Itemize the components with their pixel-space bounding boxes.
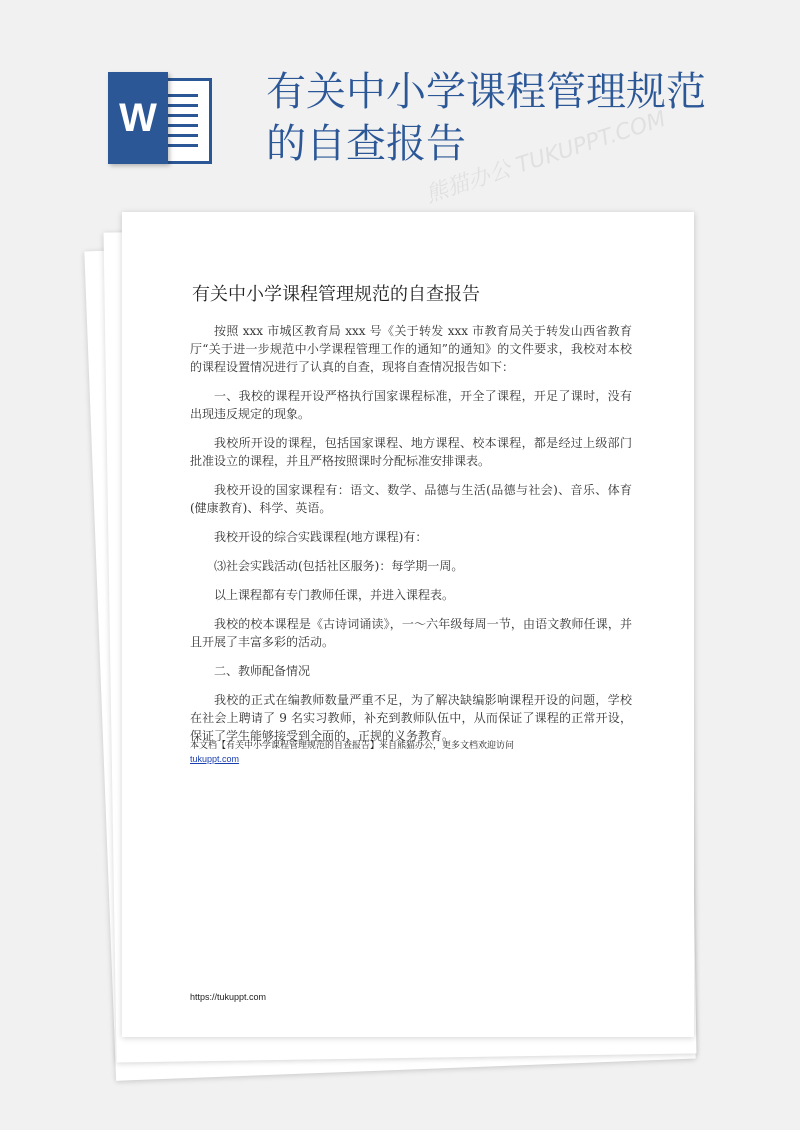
document-title: 有关中小学课程管理规范的自查报告 [192, 284, 480, 305]
paragraph: 我校的校本课程是《古诗词诵读》，一～六年级每周一节，由语文教师任课，并且开展了丰富多彩的活动。 [190, 617, 632, 649]
document-page [122, 212, 694, 1037]
watermark: 熊猫办公 TUKUPPT.COM [422, 106, 670, 209]
paragraph: 一、我校的课程开设严格执行国家课程标准，开全了课程，开足了课时，没有出现违反规定的现象。 [190, 389, 632, 421]
source-link[interactable]: tukuppt.com [190, 754, 240, 764]
paragraph: 按照 xxx 市城区教育局 xxx 号《关于转发 xxx 市教育局关于转发山西省教育厅“关于进一步规范中小学课程管理工作的通知”的通知》的文件要求，我校对本校的课程设置情况进行了认真的自查，现将自查情况报告如下： [190, 324, 632, 374]
banner-title: 有关中小学课程管理规范的自查报告 [266, 69, 706, 167]
paragraph: 我校所开设的课程，包括国家课程、地方课程、校本课程，都是经过上级部门批准设立的课程，并且严格按照课时分配标准安排课表。 [190, 436, 632, 468]
paragraph: 以上课程都有专门教师任课，并进入课程表。 [214, 588, 455, 602]
word-icon-letter: W [108, 72, 168, 164]
page-footer-url: https://tukuppt.com [190, 992, 267, 1002]
paragraph: ⑶社会实践活动(包括社区服务)：每学期一周。 [214, 559, 464, 573]
section-heading: 二、教师配备情况 [214, 664, 311, 678]
paragraph: 我校开设的国家课程有：语文、数学、品德与生活(品德与社会)、音乐、体育(健康教育)、科学、英语。 [190, 483, 632, 515]
paragraph: 我校开设的综合实践课程(地方课程)有： [214, 530, 428, 544]
paragraph: 我校的正式在编教师数量严重不足，为了解决缺编影响课程开设的问题，学校在社会上聘请了 9 名实习教师，补充到教师队伍中，从而保证了课程的正常开设，保证了学生能够接受到全面的、正规的义务教育。 [190, 693, 632, 743]
header-banner [0, 0, 800, 200]
word-document-icon [108, 72, 212, 164]
document-body [190, 322, 632, 756]
source-note: 本文档【有关中小学课程管理规范的自查报告】来自熊猫办公，更多文档欢迎访问 [190, 741, 515, 751]
